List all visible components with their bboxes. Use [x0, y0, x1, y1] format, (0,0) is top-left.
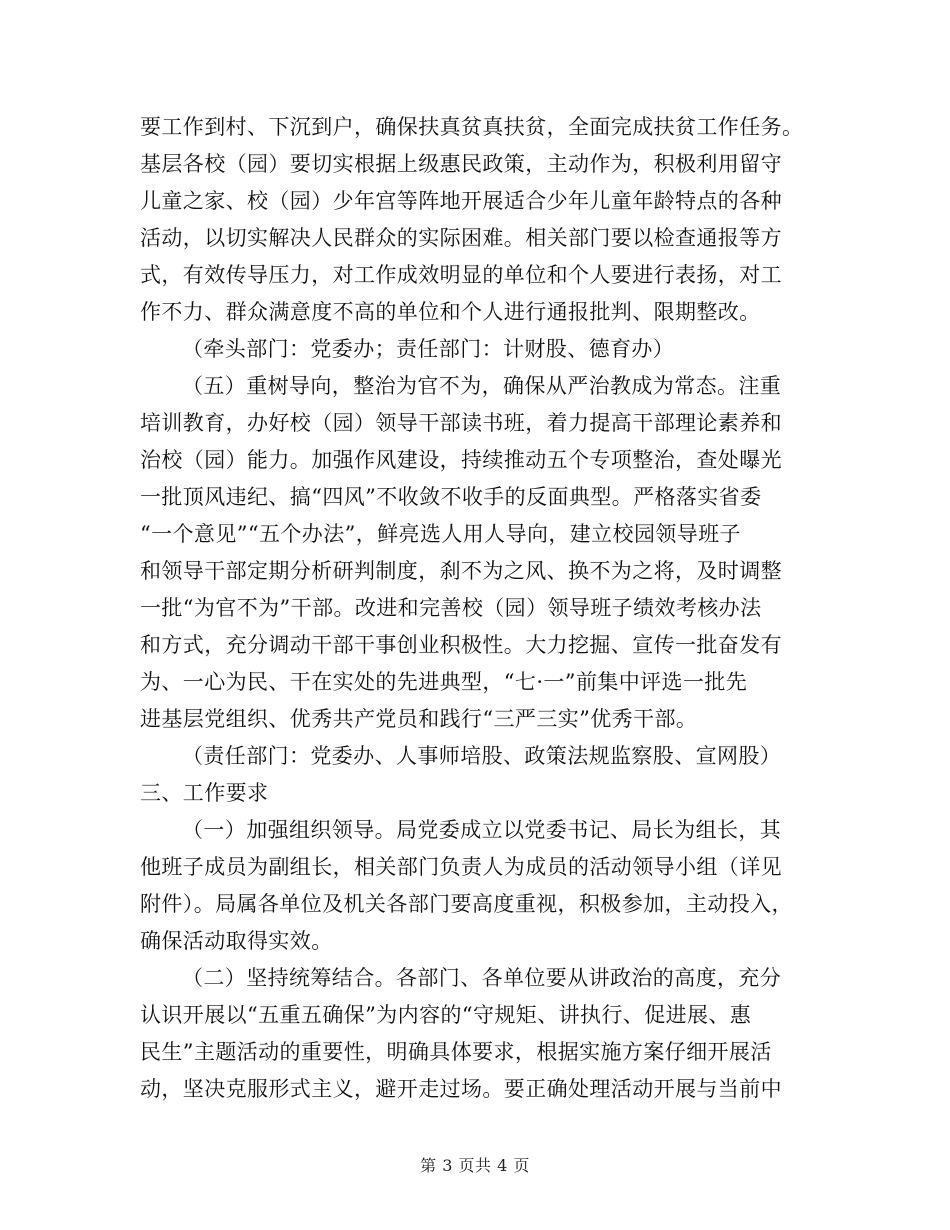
body-text-line: 一批顶风违纪、搞“四风”不收敛不收手的反面典型。严格落实省委 [140, 485, 762, 509]
body-text-line: 确保活动取得实效。 [140, 929, 333, 953]
body-text-line: 活动，以切实解决人民群众的实际困难。相关部门要以检查通报等方 [140, 226, 782, 250]
body-text-line: 要工作到村、下沉到户，确保扶真贫真扶贫，全面完成扶贫工作任务。 [140, 115, 804, 139]
body-text-line: 一批“为官不为”干部。改进和完善校（园）领导班子绩效考核办法 [140, 596, 762, 620]
section-paragraph-start: （五）重树导向，整治为官不为，确保从严治教成为常态。注重 [182, 374, 782, 398]
body-text-line: 动，坚决克服形式主义，避开走过场。要正确处理活动开展与当前中 [140, 1077, 782, 1101]
section-paragraph-start: （一）加强组织领导。局党委成立以党委书记、局长为组长，其 [182, 818, 782, 842]
body-text-line: 认识开展以“五重五确保”为内容的“守规矩、讲执行、促进展、惠 [140, 1003, 752, 1027]
body-text-line: 和方式，充分调动干部干事创业积极性。大力挖掘、宣传一批奋发有 [140, 633, 782, 657]
body-text-line: 和领导干部定期分析研判制度，刹不为之风、换不为之将，及时调整 [140, 559, 782, 583]
body-text-line: 儿童之家、校（园）少年宫等阵地开展适合少年儿童年龄特点的各种 [140, 189, 782, 213]
body-text-line: 为、一心为民、干在实处的先进典型，“七·一”前集中评选一批先 [140, 670, 748, 694]
body-text-line: 培训教育，办好校（园）领导干部读书班，着力提高干部理论素养和 [140, 411, 782, 435]
department-note: （牵头部门：党委办；责任部门：计财股、德育办） [182, 337, 675, 361]
body-text-line: 民生”主题活动的重要性，明确具体要求，根据实施方案仔细开展活 [140, 1040, 772, 1064]
body-text-line: 式，有效传导压力，对工作成效明显的单位和个人要进行表扬，对工 [140, 263, 782, 287]
department-note: （责任部门：党委办、人事师培股、政策法规监察股、宣网股） [182, 744, 782, 768]
section-heading: 三、工作要求 [140, 781, 269, 805]
body-text-line: 作不力、群众满意度不高的单位和个人进行通报批判、限期整改。 [140, 300, 761, 324]
body-text-line: “一个意见”“五个办法”，鲜亮选人用人导向，建立校园领导班子 [140, 522, 741, 546]
page-number-footer: 第 3 页共 4 页 [420, 1156, 530, 1175]
body-text-line: 基层各校（园）要切实根据上级惠民政策，主动作为，积极利用留守 [140, 152, 782, 176]
section-paragraph-start: （二）坚持统筹结合。各部门、各单位要从讲政治的高度，充分 [182, 966, 782, 990]
body-text-line: 进基层党组织、优秀共产党员和践行“三严三实”优秀干部。 [140, 707, 698, 731]
body-text-line: 他班子成员为副组长，相关部门负责人为成员的活动领导小组（详见 [140, 855, 782, 879]
body-text-line: 附件）。局属各单位及机关各部门要高度重视，积极参加，主动投入， [140, 892, 793, 916]
body-text-line: 治校（园）能力。加强作风建设，持续推动五个专项整治，查处曝光 [140, 448, 782, 472]
